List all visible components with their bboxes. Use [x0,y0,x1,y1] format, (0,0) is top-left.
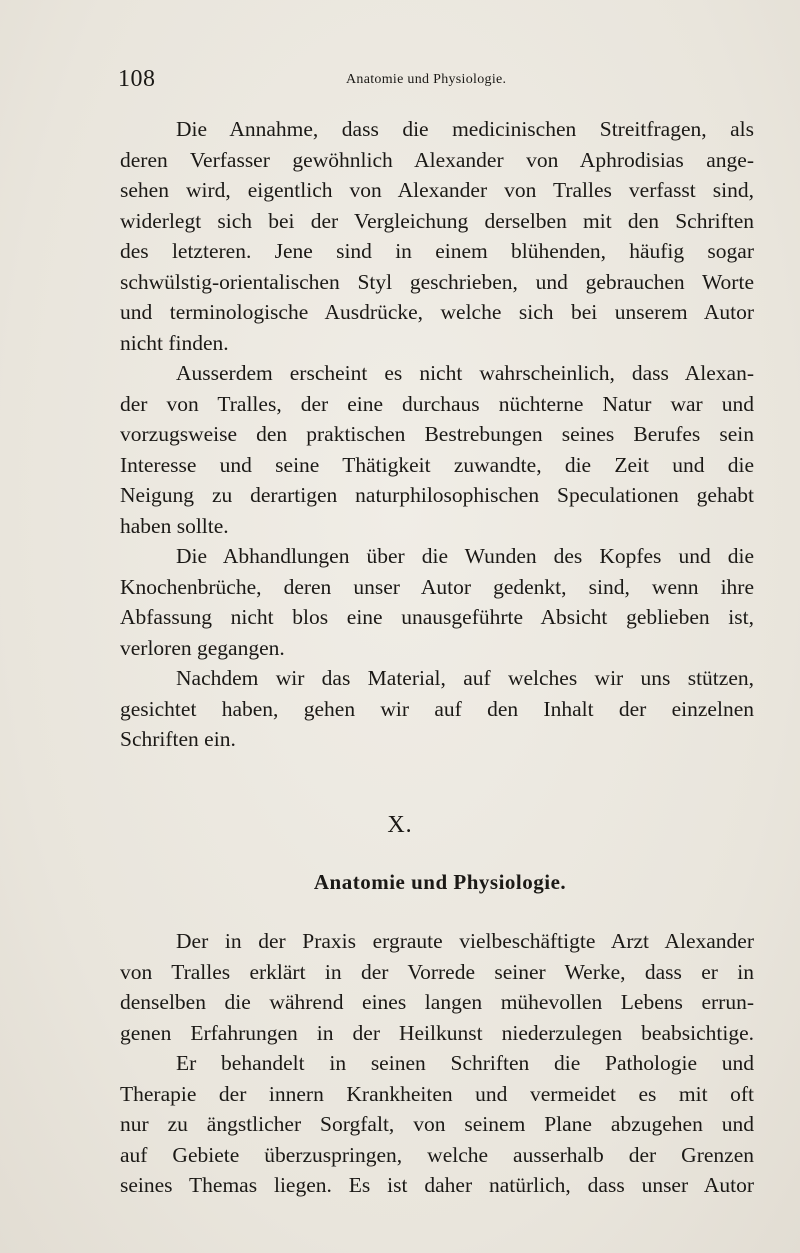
chapter-number: X. [387,812,413,838]
text-line: nur zu ängstlicher Sorgfalt, von seinem Plane abzugehen und [120,1112,754,1136]
paragraph [120,541,754,663]
text-line: denselben die während eines langen mühevollen Lebens errun- [120,990,754,1014]
text-line: Er behandelt in seinen Schriften die Pathologie und [176,1051,754,1075]
text-line: Die Abhandlungen über die Wunden des Kopfes und die [176,544,754,568]
text-line: von Tralles erklärt in der Vorrede seiner Werke, dass er in [120,959,754,984]
text-block-before-chapter [120,114,754,755]
text-line: Der in der Praxis ergraute vielbeschäftigte Arzt Alexander [176,929,754,953]
text-line: haben sollte. [120,513,229,538]
text-line: vorzugsweise den praktischen Bestrebungen seines Berufes sein [120,422,754,446]
text-line: Therapie der innern Krankheiten und vermeidet es mit oft [120,1081,754,1106]
text-line: und terminologische Ausdrücke, welche sich bei unserem Autor [120,300,754,324]
chapter-title: Anatomie und Physiologie. [313,870,567,894]
text-line: Knochenbrüche, deren unser Autor gedenkt, sind, wenn ihre [120,574,754,599]
paragraph [120,1048,754,1201]
text-line: Abfassung nicht blos eine unausgeführte Absicht geblieben ist, [120,605,754,629]
text-line: deren Verfasser gewöhnlich Alexander von Aphrodisias ange- [120,147,754,172]
text-line: schwülstig-orientalischen Styl geschrieben, und gebrauchen Worte [120,269,754,294]
page-header [118,66,758,96]
text-line: auf Gebiete überzuspringen, welche ausserhalb der Grenzen [120,1142,754,1167]
text-line: widerlegt sich bei der Vergleichung derselben mit den Schriften [120,208,754,233]
paragraph [120,926,754,1048]
paragraph [120,114,754,358]
text-line: nicht finden. [120,330,229,355]
text-line: verloren gegangen. [120,635,285,660]
text-line: Die Annahme, dass die medicinischen Streitfragen, als [176,117,754,141]
text-line: genen Erfahrungen in der Heilkunst niederzulegen beabsichtige. [120,1020,754,1045]
text-block-after-chapter [120,926,754,1201]
page-number: 108 [118,66,156,92]
text-line: der von Tralles, der eine durchaus nüchterne Natur war und [120,391,754,416]
running-head: Anatomie und Physiologie. [346,72,507,87]
text-line: Ausserdem erscheint es nicht wahrscheinlich, dass Alexan- [176,361,754,385]
text-line: Interesse und seine Thätigkeit zuwandte, die Zeit und die [120,452,754,477]
text-line: sehen wird, eigentlich von Alexander von Tralles verfasst sind, [120,178,754,202]
text-line: gesichtet haben, gehen wir auf den Inhalt der einzelnen [120,696,754,721]
text-line: Schriften ein. [120,727,236,751]
text-line: Neigung zu derartigen naturphilosophischen Speculationen gehabt [120,483,754,507]
paragraph [120,663,754,755]
text-line: seines Themas liegen. Es ist daher natürlich, dass unser Autor [120,1173,754,1197]
paragraph [120,358,754,541]
text-line: des letzteren. Jene sind in einem blühenden, häufig sogar [120,239,754,263]
text-line: Nachdem wir das Material, auf welches wir uns stützen, [176,666,754,690]
